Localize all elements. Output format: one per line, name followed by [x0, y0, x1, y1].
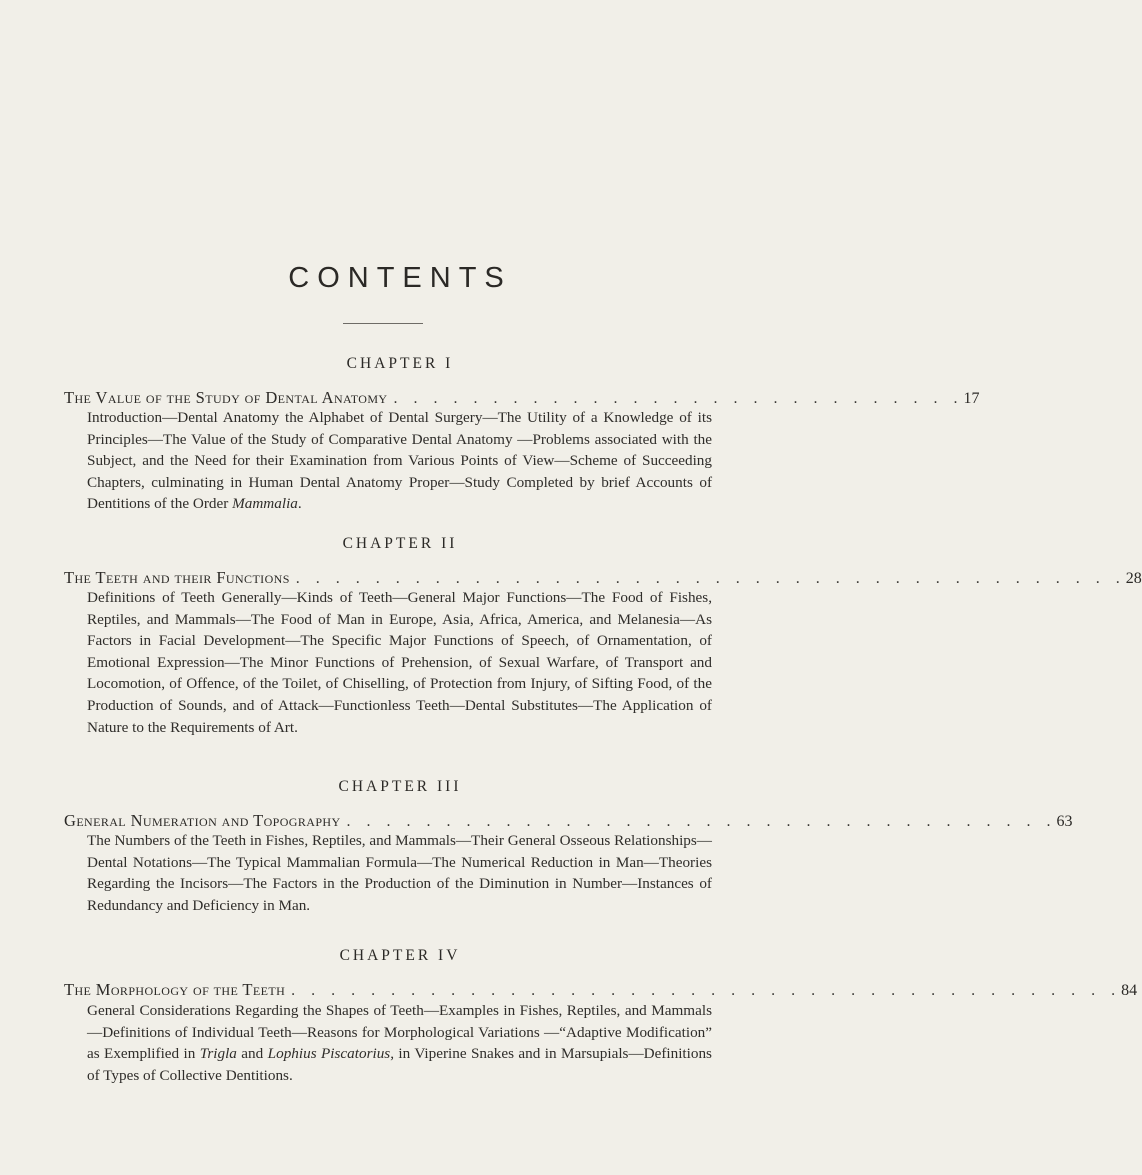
chapter-1-description-text: Introduction—Dental Anatomy the Alphabet of Dental Surgery—The Utility of a Knowledge of its Principles—The Value of the Study of Comparative Dental Anatomy —Problems associated with the Subject, and the Need for their Examination from Various Points of View—Scheme of Succeeding Chapters, culminating in Human Dental Anatomy Proper—Study Completed by brief Accounts of Dentitions of the Order [87, 409, 712, 513]
chapter-1-description-end: . [297, 495, 302, 513]
chapter-4-description-end: , in Viperine Snakes and in Marsupials—Definitions of Types of Collective Dentitions. [87, 1045, 712, 1084]
chapter-2-title: The Teeth and their Functions [64, 568, 290, 587]
chapter-2-page-number: 28 [1125, 570, 1142, 587]
chapter-4-title: The Morphology of the Teeth [64, 980, 286, 999]
chapter-1-page-number: 17 [963, 390, 980, 407]
chapter-4-description-text: General Considerations Regarding the Shapes of Teeth—Examples in Fishes, Reptiles, and Mammals—Definitions of Individual Teeth—Reasons for Morphological Variations —“Adaptive Modification” as Exemplified in [87, 1002, 712, 1063]
chapter-3-page-number: 63 [1056, 813, 1073, 830]
chapter-4-leader-dots: . . . . . . . . . . . . . . . . . . . . . . . . . . . . . . . . . . . . . . . . . . [291, 982, 1122, 999]
chapter-3-heading: CHAPTER III [338, 778, 462, 795]
chapter-2-description: Definitions of Teeth Generally—Kinds of Teeth—General Major Functions—The Food of Fishes, Reptiles, and Mammals—The Food of Man in Europe, Asia, Africa, America, and Melanesia—As Factors in Facial Development—The Specific Major Functions of Speech, of Ornamentation, of Emotional Expression—The Minor Functions of Prehension, of Sexual Warfare, of Transport and Locomotion, of Offence, of the Toilet, of Chiselling, of Protection from Injury, of Sifting Food, of the Production of Sounds, and of Attack—Functionless Teeth—Dental Substitutes—The Application of Nature to the Requirements of Art. [87, 589, 712, 736]
chapter-1-description [87, 407, 712, 515]
chapter-1-heading: CHAPTER I [346, 355, 454, 372]
page-title: CONTENTS [288, 262, 512, 294]
chapter-2-leader-dots: . . . . . . . . . . . . . . . . . . . . . . . . . . . . . . . . . . . . . . . . . . [295, 570, 1126, 587]
chapter-4-entry[interactable] [64, 980, 1138, 1002]
chapter-3-title: General Numeration and Topography [64, 811, 341, 830]
title-rule [343, 323, 423, 324]
chapter-3-leader-dots: . . . . . . . . . . . . . . . . . . . . . . . . . . . . . . . . . . . . [346, 813, 1057, 830]
chapter-4-description [87, 1000, 712, 1086]
chapter-1-leader-dots: . . . . . . . . . . . . . . . . . . . . . . . . . . . . . [393, 390, 964, 407]
chapter-4-page-number: 84 [1121, 982, 1138, 999]
chapter-4-genus-trigla: Trigla [199, 1045, 237, 1063]
chapter-4-heading: CHAPTER IV [339, 947, 461, 964]
chapter-2-heading: CHAPTER II [342, 535, 458, 552]
chapter-3-description: The Numbers of the Teeth in Fishes, Reptiles, and Mammals—Their General Osseous Relationships—Dental Notations—The Typical Mammalian Formula—The Numerical Reduction in Man—Theories Regarding the Incisors—The Factors in the Production of the Diminution in Number—Instances of Redundancy and Deficiency in Man. [87, 832, 712, 914]
chapter-4-species-lophius: Lophius Piscatorius [267, 1045, 391, 1063]
chapter-4-description-and: and [236, 1045, 268, 1063]
chapter-1-title: The Value of the Study of Dental Anatomy [64, 388, 388, 407]
chapter-1-description-italic: Mammalia [232, 495, 298, 513]
